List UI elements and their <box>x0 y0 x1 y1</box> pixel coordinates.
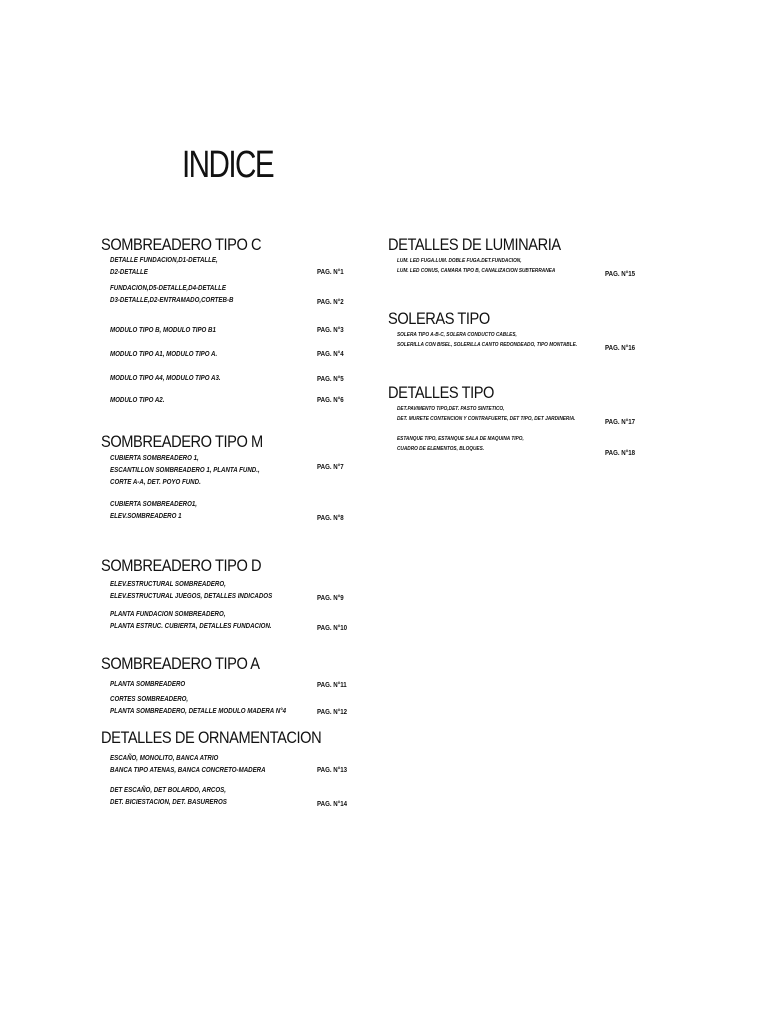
page-reference: PAG. N°1 <box>317 267 344 276</box>
entry-line: DETALLE FUNDACION,D1-DETALLE, <box>110 255 218 264</box>
entry-line: DET. BICIESTACION, DET. BASUREROS <box>110 797 227 806</box>
page-title: INDICE <box>182 144 274 186</box>
entry-line: ESTANQUE TIPO, ESTANQUE SALA DE MAQUINA TIPO, <box>397 436 524 442</box>
index-entry <box>101 452 293 488</box>
entry-line: CUBIERTA SOMBREADERO1, <box>110 499 198 508</box>
page-reference: PAG. N°15 <box>605 269 636 278</box>
section-detalles-ornamentacion <box>101 729 361 814</box>
entry-line: MODULO TIPO A2. <box>110 395 165 404</box>
page-reference: PAG. N°17 <box>605 417 636 426</box>
page-reference: PAG. N°6 <box>317 395 344 404</box>
entry-line: MODULO TIPO A1, MODULO TIPO A. <box>110 349 218 358</box>
page-reference: PAG. N°4 <box>317 349 344 358</box>
section-heading: SOMBREADERO TIPO M <box>101 432 263 451</box>
page-reference: PAG. N°12 <box>317 707 348 716</box>
page-reference: PAG. N°9 <box>317 593 344 602</box>
entry-line: MODULO TIPO B, MODULO TIPO B1 <box>110 325 216 334</box>
entry-line: BANCA TIPO ATENAS, BANCA CONCRETO-MADERA <box>110 765 266 774</box>
entry-line: SOLERILLA CON BISEL, SOLERILLA CANTO REDONDEADO, TIPO MONTABLE. <box>397 341 578 348</box>
page-reference: PAG. N°18 <box>605 448 636 457</box>
index-entry <box>101 678 202 690</box>
index-entry <box>101 693 325 717</box>
entry-line: CUADRO DE ELEMENTOS, BLOQUES. <box>397 445 485 452</box>
entry-line: D3-DETALLE,D2-ENTRAMADO,CORTEB-B <box>110 295 234 304</box>
section-heading: DETALLES DE LUMINARIA <box>388 235 561 254</box>
index-entry <box>101 784 253 808</box>
index-entry <box>388 405 615 424</box>
index-entry <box>388 331 617 350</box>
entry-line: PLANTA SOMBREADERO, DETALLE MODULO MADERA N°4 <box>110 706 287 715</box>
index-entry <box>101 498 216 522</box>
entry-line: CORTES SOMBREADERO, <box>110 694 189 703</box>
page-reference: PAG. N°11 <box>317 680 347 689</box>
page-reference: PAG. N°7 <box>317 462 344 471</box>
entry-line: DET. MURETE CONTENCION Y CONTRAFUERTE, DET TIPO, DET JARDINERIA. <box>397 415 576 422</box>
page-reference: PAG. N°13 <box>317 765 348 774</box>
entry-line: LUM. LED CONUS, CAMARA TIPO B, CANALIZACION SUBTERRANEA <box>397 267 556 274</box>
index-entry <box>101 608 307 632</box>
entry-line: DET.PAVIMENTO TIPO,DET. PASTO SINTETICO, <box>397 406 505 412</box>
index-entry <box>101 282 261 306</box>
page-reference: PAG. N°8 <box>317 513 344 522</box>
entry-line: CUBIERTA SOMBREADERO 1, <box>110 453 199 462</box>
section-heading: SOMBREADERO TIPO D <box>101 556 262 575</box>
index-entry <box>388 435 552 454</box>
entry-line: PLANTA ESTRUC. CUBIERTA, DETALLES FUNDACION. <box>110 621 272 630</box>
entry-line: FUNDACION,D5-DETALLE,D4-DETALLE <box>110 283 226 292</box>
section-sombreadero-tipo-d <box>101 557 361 637</box>
section-sombreadero-tipo-a <box>101 655 361 720</box>
entry-line: ELEV.SOMBREADERO 1 <box>110 511 182 520</box>
section-soleras-tipo <box>388 310 648 358</box>
page-reference: PAG. N°2 <box>317 297 344 306</box>
section-heading: SOMBREADERO TIPO C <box>101 235 262 254</box>
index-entry <box>101 324 239 336</box>
entry-line: DET ESCAÑO, DET BOLARDO, ARCOS, <box>110 785 226 794</box>
page-reference: PAG. N°5 <box>317 374 344 383</box>
index-entry <box>101 578 308 602</box>
index-entry <box>101 372 245 384</box>
entry-line: MODULO TIPO A4, MODULO TIPO A3. <box>110 373 221 382</box>
section-sombreadero-tipo-c <box>101 236 361 416</box>
index-entry <box>101 254 241 278</box>
entry-line: ELEV.ESTRUCTURAL SOMBREADERO, <box>110 579 226 588</box>
section-heading: SOMBREADERO TIPO A <box>101 654 260 673</box>
page-reference: PAG. N°10 <box>317 623 348 632</box>
index-entry <box>101 394 176 406</box>
index-entry <box>101 348 241 360</box>
section-heading: DETALLES TIPO <box>388 383 494 402</box>
entry-line: D2-DETALLE <box>110 267 148 276</box>
entry-line: ESCAÑO, MONOLITO, BANCA ATRIO <box>110 753 219 762</box>
index-entry <box>388 257 590 276</box>
section-sombreadero-tipo-m <box>101 433 361 533</box>
entry-line: ESCANTILLON SOMBREADERO 1, PLANTA FUND., <box>110 465 260 474</box>
section-detalles-tipo <box>388 384 648 464</box>
entry-line: CORTE A-A, DET. POYO FUND. <box>110 477 201 486</box>
section-detalles-luminaria <box>388 236 648 284</box>
page-reference: PAG. N°16 <box>605 343 636 352</box>
entry-line: ELEV.ESTRUCTURAL JUEGOS, DETALLES INDICADOS <box>110 591 273 600</box>
entry-line: LUM. LED FUGA.LUM. DOBLE FUGA.DET.FUNDACION, <box>397 258 522 264</box>
index-entry <box>101 752 300 776</box>
section-heading: SOLERAS TIPO <box>388 309 490 328</box>
page-reference: PAG. N°3 <box>317 325 344 334</box>
page-reference: PAG. N°14 <box>317 799 348 808</box>
entry-line: SOLERA TIPO A-B-C, SOLERA CONDUCTO CABLES, <box>397 332 517 338</box>
entry-line: PLANTA FUNDACION SOMBREADERO, <box>110 609 226 618</box>
entry-line: PLANTA SOMBREADERO <box>110 679 186 688</box>
section-heading: DETALLES DE ORNAMENTACION <box>101 728 322 747</box>
